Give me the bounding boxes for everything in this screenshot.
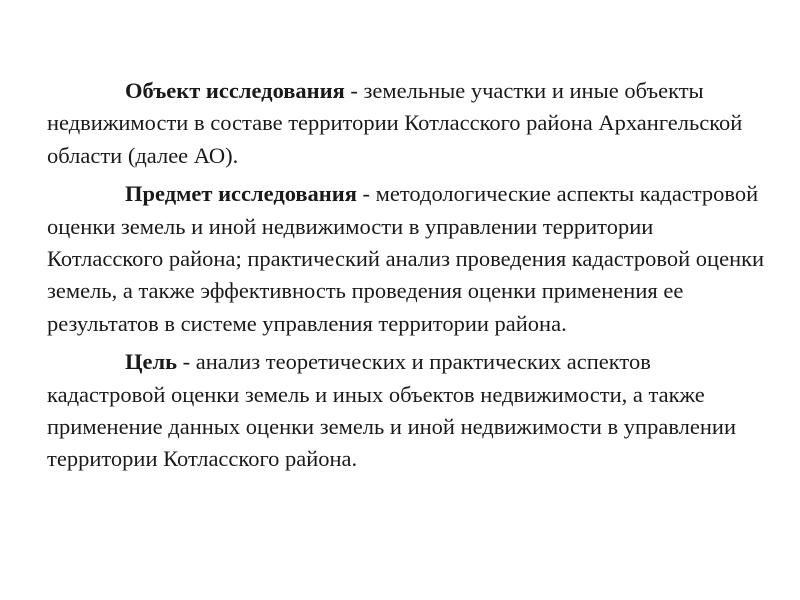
research-object-term: Объект исследования [125,78,345,103]
research-subject-text: - методологические аспекты кадастровой оценки земель и иной недвижимости в управлении территории Котласского района; практический анализ проведения кадастровой оценки земель, а также эффективность проведения оценки применения ее результатов в системе управления территории района. [47,181,765,336]
slide-body [47,75,767,476]
goal-text: - анализ теоретических и практических аспектов кадастровой оценки земель и иных объектов недвижимости, а также применение данных оценки земель и иной недвижимости в управлении территории Котласского района. [47,349,736,472]
research-object-text: - земельные участки и иные объекты недвижимости в составе территории Котласского района Архангельской области (далее АО). [47,78,743,168]
paragraph-research-object [47,75,767,172]
paragraph-research-subject [47,178,767,340]
research-subject-term: Предмет исследования [125,181,357,207]
goal-term: Цель [125,349,178,375]
paragraph-goal [47,346,767,476]
